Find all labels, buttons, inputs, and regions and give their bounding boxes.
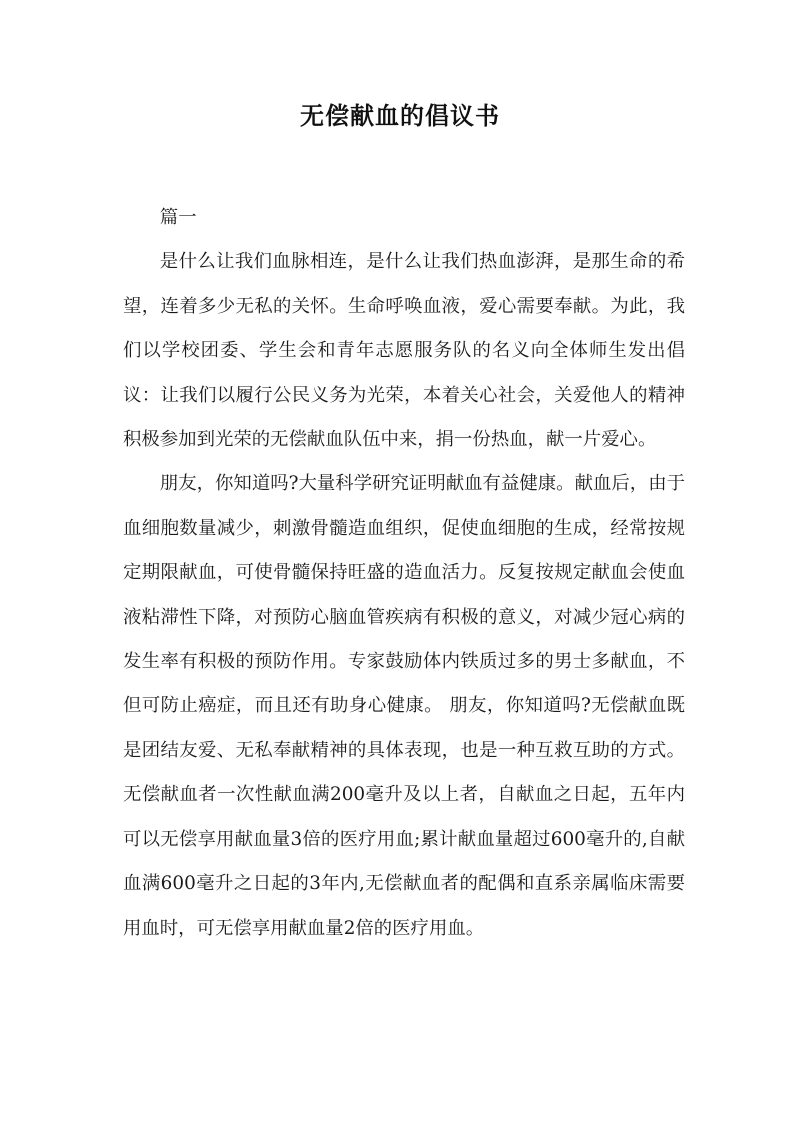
document-body bbox=[123, 196, 685, 951]
section-label: 篇一 bbox=[159, 207, 197, 228]
body-paragraph-1: 是什么让我们血脉相连，是什么让我们热血澎湃，是那生命的希望，连着多少无私的关怀。生命呼唤血液，爱心需要奉献。为此，我们以学校团委、学生会和青年志愿服务队的名义向全体师生发出倡议：让我们以履行公民义务为光荣，本着关心社会，关爱他人的精神积极参加到光荣的无偿献血队伍中来，捐一份热血，献一片爱心。 bbox=[123, 251, 685, 451]
body-paragraph-2: 朋友，你知道吗?大量科学研究证明献血有益健康。献血后，由于血细胞数量减少，刺激骨髓造血组织，促使血细胞的生成，经常按规定期限献血，可使骨髓保持旺盛的造血活力。反复按规定献血会使血液粘滞性下降，对预防心脑血管疾病有积极的意义，对减少冠心病的发生率有积极的预防作用。专家鼓励体内铁质过多的男士多献血，不但可防止癌症，而且还有助身心健康。 朋友，你知道吗?无偿献血既是团结友爱、无私奉献精神的具体表现，也是一种互救互助的方式。无偿献血者一次性献血满200毫升及以上者，自献血之日起，五年内可以无偿享用献血量3倍的医疗用血;累计献血量超过600毫升的,自献血满600毫升之日起的3年内,无偿献血者的配偶和直系亲属临床需要用血时，可无偿享用献血量2倍的医疗用血。 bbox=[123, 473, 685, 939]
document-title: 无偿献血的倡议书 bbox=[300, 101, 500, 130]
